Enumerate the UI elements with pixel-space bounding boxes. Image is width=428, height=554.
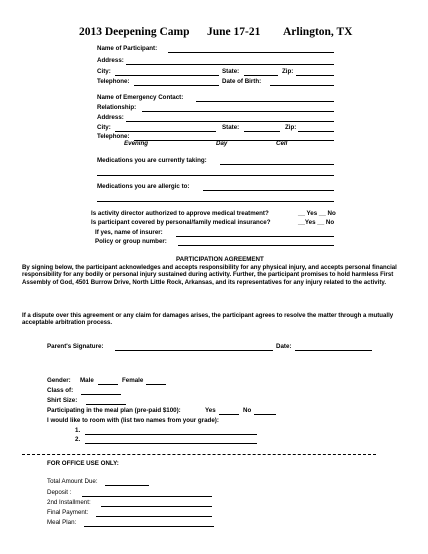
meal-plan-no-field[interactable] <box>254 414 276 415</box>
participant-telephone-field[interactable] <box>134 85 219 86</box>
gender-male-field[interactable] <box>98 384 118 385</box>
emergency-state-label: State: <box>222 124 240 131</box>
office-heading: FOR OFFICE USE ONLY: <box>47 460 119 467</box>
emergency-telephone-field[interactable] <box>134 140 334 141</box>
participant-telephone-label: Telephone: <box>97 78 130 85</box>
second-installment-field[interactable] <box>101 506 212 507</box>
class-of-label: Class of: <box>47 387 74 394</box>
medications-current-field-2[interactable] <box>97 175 334 176</box>
shirt-size-label: Shirt Size: <box>47 397 78 404</box>
emergency-city-field[interactable] <box>115 131 216 132</box>
meal-plan-question: Participating in the meal plan (pre-paid $100): <box>47 407 181 414</box>
participant-name-label: Name of Participant: <box>97 45 158 52</box>
second-installment-label: 2nd Installment: <box>47 499 91 506</box>
participant-name-field[interactable] <box>168 52 334 53</box>
participant-dob-field[interactable] <box>270 85 334 86</box>
event-location: Arlington, TX <box>283 26 353 38</box>
deposit-label: Deposit : <box>47 489 72 496</box>
participant-dob-label: Date of Birth: <box>222 78 262 85</box>
emergency-state-field[interactable] <box>244 131 280 132</box>
meal-plan-yes-field[interactable] <box>219 414 239 415</box>
shirt-size-field[interactable] <box>86 404 126 405</box>
roommate-number-1: 1. <box>75 427 81 434</box>
meal-plan-no-label: No <box>243 407 252 414</box>
signature-date-label: Date: <box>276 343 292 350</box>
gender-female-field[interactable] <box>146 384 166 385</box>
agreement-paragraph-1: By signing below, the participant acknowledges and accepts responsibility for any physical injury, and accepts personal financial responsibility for any bodily or personal injury sustained during activity. Further, the participant promises to hold harmless First Assembly of God, 4501 Burrow Drive, North Little Rock, Arkansas, and its representatives for any injury related to the activity. <box>22 264 397 286</box>
event-dates: June 17-21 <box>207 26 261 38</box>
deposit-field[interactable] <box>82 496 212 497</box>
participant-address-field[interactable] <box>126 64 334 65</box>
office-divider <box>22 454 376 455</box>
total-due-field[interactable] <box>105 485 149 486</box>
phone-type-day: Day <box>216 140 228 147</box>
medications-allergic-field-2[interactable] <box>97 201 334 202</box>
emergency-address-label: Address: <box>97 114 124 121</box>
gender-male-label: Male <box>80 377 94 384</box>
emergency-relationship-label: Relationship: <box>97 104 137 111</box>
participant-state-field[interactable] <box>244 75 278 76</box>
participant-state-label: State: <box>222 68 240 75</box>
class-of-field[interactable] <box>81 394 121 395</box>
emergency-telephone-label: Telephone: <box>97 133 130 140</box>
parent-signature-field[interactable] <box>115 350 273 351</box>
policy-field[interactable] <box>178 245 334 246</box>
emergency-zip-label: Zip: <box>285 124 297 131</box>
participant-city-field[interactable] <box>115 75 219 76</box>
office-meal-plan-label: Meal Plan: <box>47 519 77 526</box>
final-payment-field[interactable] <box>96 516 212 517</box>
participant-city-label: City: <box>97 68 111 75</box>
participant-zip-field[interactable] <box>296 75 334 76</box>
gender-female-label: Female <box>122 377 144 384</box>
policy-label: Policy or group number: <box>95 238 167 245</box>
phone-type-evening: Evening <box>124 140 149 147</box>
medications-allergic-label: Medications you are allergic to: <box>97 183 190 190</box>
insurer-field[interactable] <box>176 236 334 237</box>
participant-address-label: Address: <box>97 57 124 64</box>
agreement-heading: PARTICIPATION AGREEMENT <box>176 256 264 263</box>
emergency-zip-field[interactable] <box>298 131 334 132</box>
emergency-name-field[interactable] <box>196 101 334 102</box>
total-due-label: Total Amount Due: <box>47 478 98 485</box>
insurance-question: Is participant covered by personal/family medical insurance? <box>91 219 271 226</box>
authorize-options[interactable]: __ Yes __ No <box>298 210 336 217</box>
participant-zip-label: Zip: <box>282 68 294 75</box>
office-meal-plan-field[interactable] <box>84 526 214 527</box>
roommate-field-2[interactable] <box>85 443 257 444</box>
emergency-address-field[interactable] <box>126 121 334 122</box>
event-title: 2013 Deepening Camp <box>79 26 190 38</box>
agreement-paragraph-2: If a dispute over this agreement or any claim for damages arises, the participant agrees to resolve the matter through a mutually acceptable arbitration process. <box>22 312 394 327</box>
emergency-city-label: City: <box>97 124 111 131</box>
parent-signature-label: Parent's Signature: <box>47 343 104 350</box>
medications-current-label: Medications you are currently taking: <box>97 157 207 164</box>
meal-plan-yes-label: Yes <box>205 407 216 414</box>
insurer-label: If yes, name of insurer: <box>95 229 163 236</box>
signature-date-field[interactable] <box>295 350 372 351</box>
emergency-name-label: Name of Emergency Contact: <box>97 94 184 101</box>
phone-type-cell: Cell <box>276 140 288 147</box>
roommate-field-1[interactable] <box>85 434 257 435</box>
roommate-number-2: 2. <box>75 436 81 443</box>
medications-current-field[interactable] <box>220 164 334 165</box>
roommate-label: I would like to room with (list two names from your grade): <box>47 417 219 424</box>
final-payment-label: Final Payment: <box>47 509 89 516</box>
authorize-question: Is activity director authorized to approve medical treatment? <box>91 210 269 217</box>
gender-label: Gender: <box>47 377 71 384</box>
emergency-relationship-field[interactable] <box>142 111 334 112</box>
medications-allergic-field[interactable] <box>203 190 334 191</box>
insurance-options[interactable]: __Yes __ No <box>298 219 335 226</box>
